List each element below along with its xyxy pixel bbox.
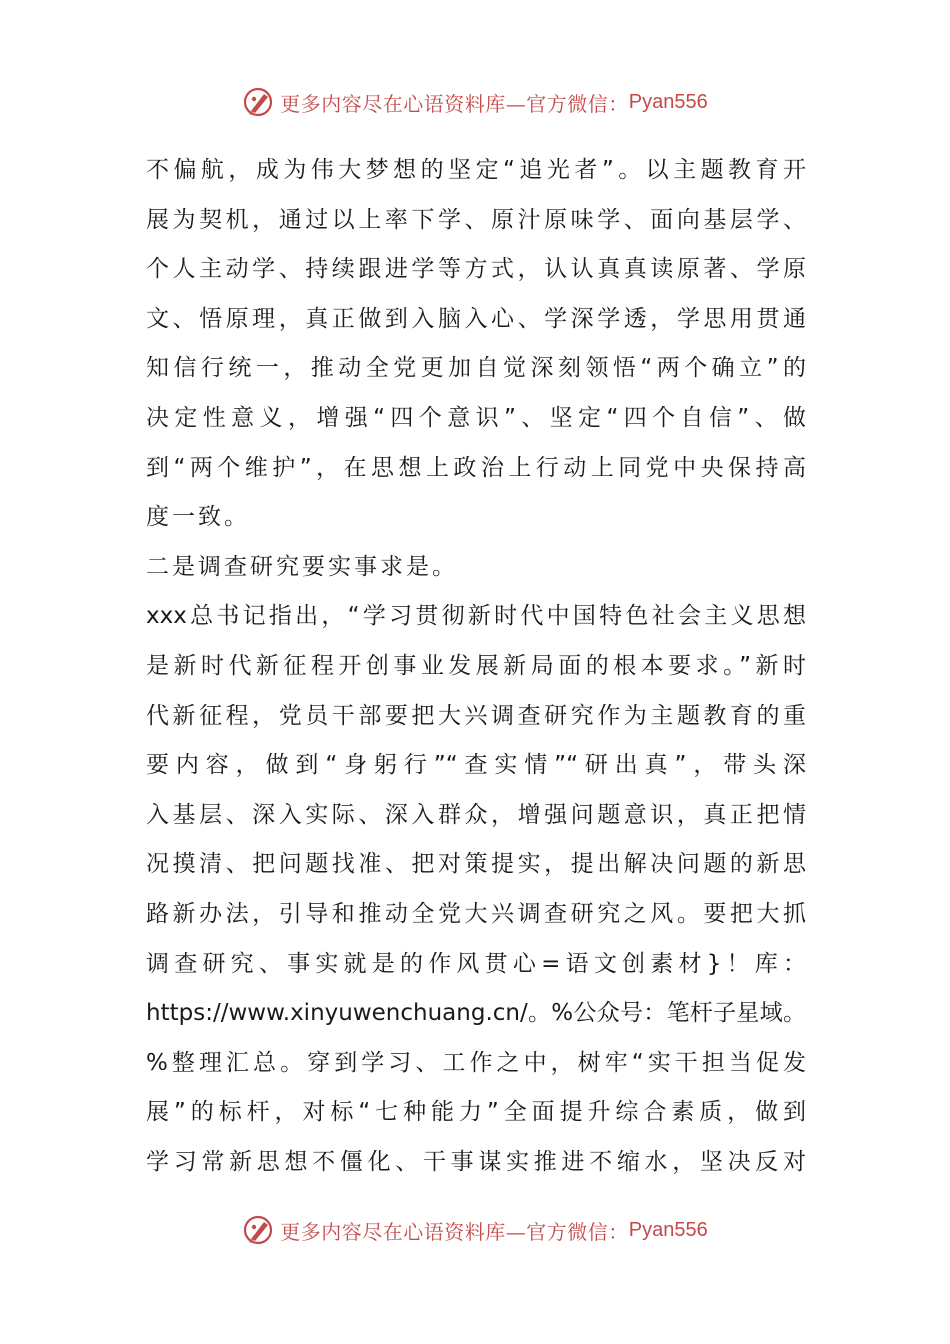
text-line: 展为契机，通过以上率下学、原汁原味学、面向基层学、 — [146, 206, 806, 233]
text-line: 入基层、深入实际、深入群众，增强问题意识，真正把情 — [146, 801, 806, 828]
text-line: 知信行统一，推动全党更加自觉深刻领悟“两个确立”的 — [146, 355, 806, 382]
text-line: 二是调查研究要实事求是。 — [146, 553, 458, 580]
banner-wechat-id: Pyan556 — [628, 1218, 708, 1241]
text-line: 决定性意义，增强“四个意识”、坚定“四个自信”、做 — [146, 404, 806, 431]
header-banner — [0, 80, 950, 124]
document-body — [146, 146, 806, 1187]
text-line: 要内容，做到“身躬行”“查实情”“研出真”，带头深 — [146, 752, 806, 779]
text-line: 不偏航，成为伟大梦想的坚定“追光者”。以主题教育开 — [146, 157, 806, 183]
text-line: xxx总书记指出，“学习贯彻新时代中国特色社会主义思想 — [146, 603, 806, 630]
text-line: 度一致。 — [146, 504, 250, 531]
banner-text: 更多内容尽在心语资料库—官方微信： — [280, 91, 629, 116]
footer-banner — [0, 1208, 950, 1252]
text-line: 到“两个维护”，在思想上政治上行动上同党中央保持高 — [146, 454, 806, 481]
text-line: 学习常新思想不僵化、干事谋实推进不缩水，坚决反对 — [146, 1148, 806, 1175]
pen-nib-logo-icon — [242, 1213, 276, 1247]
banner-wechat-id: Pyan556 — [628, 90, 708, 113]
text-line: 个人主动学、持续跟进学等方式，认认真真读原著、学原 — [146, 256, 806, 283]
pen-nib-logo-icon — [242, 85, 276, 119]
text-line: 文、悟原理，真正做到入脑入心、学深学透，学思用贯通 — [146, 305, 806, 332]
banner-text: 更多内容尽在心语资料库—官方微信： — [280, 1219, 629, 1244]
text-line: 况摸清、把问题找准、把对策提实，提出解决问题的新思 — [146, 851, 806, 878]
text-line: https://www.xinyuwenchuang.cn/。%公众号：笔杆子星域。 — [146, 1000, 806, 1027]
text-line: 路新办法，引导和推动全党大兴调查研究之风。要把大抓 — [146, 900, 806, 927]
text-line: 是新时代新征程开创事业发展新局面的根本要求。”新时 — [146, 652, 806, 679]
text-line: 展”的标杆，对标“七种能力”全面提升综合素质，做到 — [146, 1099, 806, 1126]
text-line: 代新征程，党员干部要把大兴调查研究作为主题教育的重 — [146, 702, 806, 729]
text-line: 调查研究、事实就是的作风贯心=语文创素材}！库： — [146, 950, 806, 977]
text-line: %整理汇总。穿到学习、工作之中，树牢“实干担当促发 — [146, 1049, 806, 1076]
